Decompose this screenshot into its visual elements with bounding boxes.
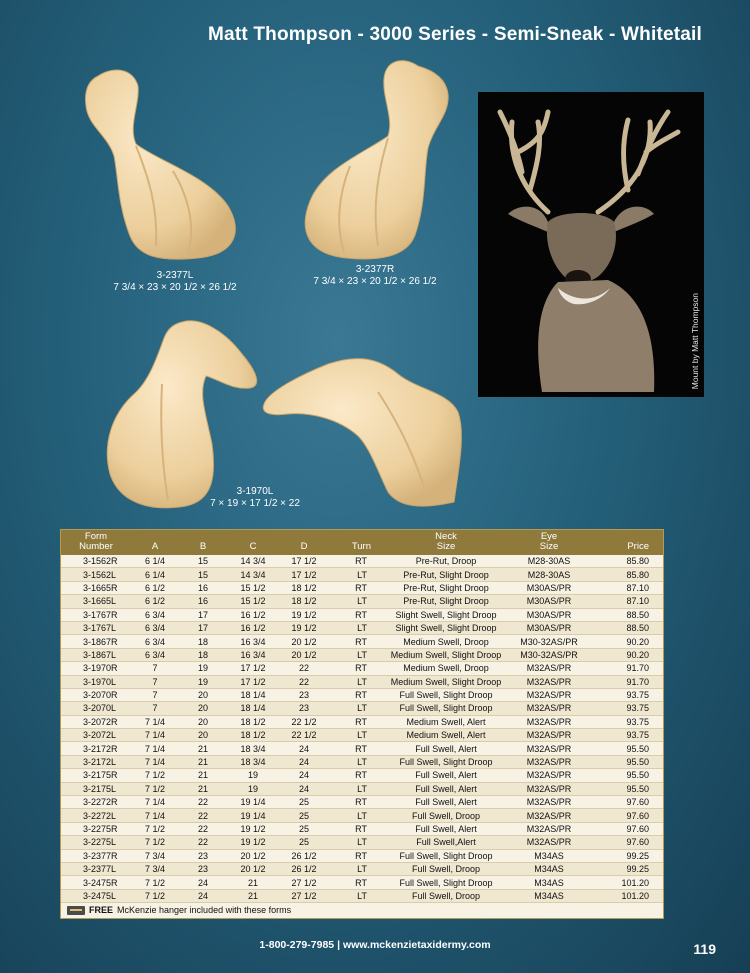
footnote-text: McKenzie hanger included with these forms (117, 905, 292, 916)
table-cell: 14 3/4 (227, 568, 279, 581)
footer-phone: 1-800-279-7985 (259, 939, 335, 951)
table-cell: M32AS/PR (513, 755, 585, 768)
table-cell: LT (329, 836, 379, 849)
table-cell: 87.10 (585, 595, 663, 608)
table-row (61, 581, 663, 594)
col-header-turn: Turn (329, 530, 379, 555)
table-row (61, 769, 663, 782)
form-dimensions: 7 3/4 × 23 × 20 1/2 × 26 1/2 (313, 276, 437, 287)
table-cell: 6 3/4 (131, 635, 179, 648)
table-cell: 15 (179, 568, 227, 581)
table-cell: 16 3/4 (227, 635, 279, 648)
table-cell: 16 1/2 (227, 608, 279, 621)
form-model: 3-2377L (156, 270, 194, 281)
table-cell: 16 1/2 (227, 621, 279, 634)
table-cell: 3-2072R (61, 715, 131, 728)
table-cell: Full Swell, Slight Droop (379, 688, 513, 701)
table-cell: RT (329, 715, 379, 728)
table-cell: Full Swell, Alert (379, 796, 513, 809)
table-cell: LT (329, 729, 379, 742)
table-cell: RT (329, 822, 379, 835)
table-cell: 7 (131, 702, 179, 715)
table-footnote (61, 903, 663, 918)
table-cell: Full Swell, Alert (379, 822, 513, 835)
table-row (61, 822, 663, 835)
table-cell: 3-2275R (61, 822, 131, 835)
price-table-container (60, 529, 664, 919)
table-cell: 16 (179, 595, 227, 608)
table-cell: RT (329, 742, 379, 755)
table-cell: 20 (179, 729, 227, 742)
table-cell: 20 1/2 (227, 862, 279, 875)
table-cell: M34AS (513, 862, 585, 875)
table-cell: Full Swell, Slight Droop (379, 876, 513, 889)
table-cell: 93.75 (585, 688, 663, 701)
table-cell: Slight Swell, Slight Droop (379, 621, 513, 634)
table-cell: LT (329, 889, 379, 902)
form-caption-3-2377l (90, 270, 260, 294)
footer-website[interactable]: www.mckenzietaxidermy.com (342, 939, 491, 951)
table-row (61, 862, 663, 875)
table-cell: M28-30AS (513, 555, 585, 568)
table-cell: 3-1867L (61, 648, 131, 661)
table-row (61, 729, 663, 742)
table-cell: 16 (179, 581, 227, 594)
table-cell: 90.20 (585, 648, 663, 661)
page-number: 119 (693, 941, 716, 957)
table-cell: 7 1/4 (131, 809, 179, 822)
table-cell: 85.80 (585, 555, 663, 568)
table-cell: RT (329, 769, 379, 782)
table-cell: Full Swell, Slight Droop (379, 755, 513, 768)
table-cell: Medium Swell, Alert (379, 729, 513, 742)
table-cell: 19 1/2 (279, 608, 329, 621)
table-cell: M34AS (513, 849, 585, 862)
table-cell: 7 3/4 (131, 849, 179, 862)
table-cell: 21 (179, 782, 227, 795)
table-cell: Medium Swell, Alert (379, 715, 513, 728)
table-cell: 3-2070R (61, 688, 131, 701)
table-cell: 17 1/2 (279, 568, 329, 581)
col-header-eye-size: Eye Size (513, 530, 585, 555)
table-cell: 18 1/2 (227, 715, 279, 728)
table-cell: 7 1/4 (131, 715, 179, 728)
table-cell: 18 1/4 (227, 688, 279, 701)
table-cell: M30AS/PR (513, 581, 585, 594)
table-cell: 17 1/2 (279, 555, 329, 568)
table-cell: 91.70 (585, 662, 663, 675)
table-cell: 3-2072L (61, 729, 131, 742)
table-cell: 6 1/4 (131, 568, 179, 581)
form-model: 3-1970L (236, 486, 274, 497)
table-cell: RT (329, 688, 379, 701)
table-cell: 18 3/4 (227, 742, 279, 755)
table-row (61, 648, 663, 661)
table-cell: 24 (279, 742, 329, 755)
table-cell: 18 (179, 648, 227, 661)
table-cell: M32AS/PR (513, 782, 585, 795)
table-cell: 85.80 (585, 568, 663, 581)
table-cell: 23 (179, 849, 227, 862)
table-cell: 93.75 (585, 729, 663, 742)
table-cell: 19 1/4 (227, 809, 279, 822)
table-cell: RT (329, 796, 379, 809)
table-cell: 17 1/2 (227, 662, 279, 675)
table-cell: 3-2475L (61, 889, 131, 902)
table-cell: 7 (131, 662, 179, 675)
table-cell: 15 (179, 555, 227, 568)
table-cell: M30AS/PR (513, 621, 585, 634)
table-cell: 19 (227, 782, 279, 795)
table-cell: 3-2272R (61, 796, 131, 809)
table-cell: 3-1867R (61, 635, 131, 648)
table-row (61, 796, 663, 809)
table-cell: LT (329, 782, 379, 795)
table-cell: 19 (179, 675, 227, 688)
table-cell: LT (329, 809, 379, 822)
table-cell: 20 (179, 702, 227, 715)
table-cell: 21 (179, 755, 227, 768)
table-cell: Pre-Rut, Slight Droop (379, 581, 513, 594)
table-cell: Full Swell, Alert (379, 782, 513, 795)
table-row (61, 836, 663, 849)
table-cell: 15 1/2 (227, 595, 279, 608)
table-cell: 6 1/2 (131, 595, 179, 608)
table-cell: 3-2475R (61, 876, 131, 889)
table-cell: 95.50 (585, 769, 663, 782)
table-cell: LT (329, 755, 379, 768)
table-cell: Medium Swell, Slight Droop (379, 648, 513, 661)
table-cell: 27 1/2 (279, 889, 329, 902)
col-header-a: A (131, 530, 179, 555)
table-cell: M30-32AS/PR (513, 635, 585, 648)
table-cell: 3-1562L (61, 568, 131, 581)
table-cell: 19 1/2 (227, 822, 279, 835)
table-cell: Full Swell, Slight Droop (379, 702, 513, 715)
table-row (61, 662, 663, 675)
table-cell: Medium Swell, Droop (379, 635, 513, 648)
table-cell: 21 (227, 876, 279, 889)
col-header-price: Price (585, 530, 663, 555)
table-cell: 7 3/4 (131, 862, 179, 875)
footnote-free: FREE (89, 905, 114, 916)
table-cell: 7 1/2 (131, 876, 179, 889)
table-cell: Pre-Rut, Droop (379, 555, 513, 568)
col-header-form-number: Form Number (61, 530, 131, 555)
col-header-neck-size: Neck Size (379, 530, 513, 555)
table-cell: Full Swell, Droop (379, 862, 513, 875)
form-dimensions: 7 3/4 × 23 × 20 1/2 × 26 1/2 (113, 282, 237, 293)
footer-contact (0, 939, 750, 951)
table-row (61, 688, 663, 701)
table-cell: 88.50 (585, 621, 663, 634)
table-cell: 93.75 (585, 702, 663, 715)
table-cell: 27 1/2 (279, 876, 329, 889)
table-cell: 15 1/2 (227, 581, 279, 594)
table-cell: 3-1970R (61, 662, 131, 675)
table-cell: M32AS/PR (513, 836, 585, 849)
table-cell: 24 (279, 755, 329, 768)
form-image-3-2377l (78, 66, 248, 266)
table-cell: 6 1/4 (131, 555, 179, 568)
table-cell: LT (329, 675, 379, 688)
table-cell: 24 (179, 889, 227, 902)
table-row (61, 635, 663, 648)
table-cell: M32AS/PR (513, 769, 585, 782)
table-row (61, 876, 663, 889)
form-model: 3-2377R (355, 264, 395, 275)
table-cell: 7 1/4 (131, 796, 179, 809)
footer-separator: | (337, 939, 341, 951)
table-cell: 3-2175L (61, 782, 131, 795)
table-cell: 23 (279, 688, 329, 701)
table-cell: 7 1/2 (131, 822, 179, 835)
table-cell: M30AS/PR (513, 608, 585, 621)
table-cell: M32AS/PR (513, 702, 585, 715)
table-cell: 7 1/4 (131, 755, 179, 768)
table-cell: 99.25 (585, 849, 663, 862)
table-cell: 19 (227, 769, 279, 782)
table-cell: 18 1/2 (279, 595, 329, 608)
table-cell: LT (329, 648, 379, 661)
table-cell: 23 (179, 862, 227, 875)
table-cell: 23 (279, 702, 329, 715)
table-cell: M32AS/PR (513, 822, 585, 835)
table-row (61, 568, 663, 581)
table-cell: LT (329, 862, 379, 875)
table-header-row (61, 530, 663, 555)
table-cell: 22 (179, 809, 227, 822)
table-cell: M32AS/PR (513, 715, 585, 728)
table-cell: 18 (179, 635, 227, 648)
table-cell: 18 1/4 (227, 702, 279, 715)
table-row (61, 608, 663, 621)
table-cell: RT (329, 581, 379, 594)
table-cell: 97.60 (585, 822, 663, 835)
table-cell: Pre-Rut, Slight Droop (379, 568, 513, 581)
table-cell: 3-1562R (61, 555, 131, 568)
table-cell: 24 (279, 769, 329, 782)
table-cell: 7 (131, 688, 179, 701)
table-row (61, 809, 663, 822)
table-cell: 19 (179, 662, 227, 675)
table-cell: 3-1767L (61, 621, 131, 634)
table-cell: M32AS/PR (513, 729, 585, 742)
table-cell: Full Swell,Alert (379, 836, 513, 849)
table-cell: 95.50 (585, 755, 663, 768)
table-row (61, 782, 663, 795)
table-cell: 3-1665R (61, 581, 131, 594)
price-table (61, 530, 663, 903)
table-cell: M32AS/PR (513, 688, 585, 701)
table-cell: RT (329, 876, 379, 889)
table-cell: 18 1/2 (227, 729, 279, 742)
col-header-d: D (279, 530, 329, 555)
table-cell: 22 (279, 662, 329, 675)
table-cell: 7 1/2 (131, 769, 179, 782)
table-row (61, 675, 663, 688)
table-cell: 17 (179, 621, 227, 634)
table-cell: 22 (179, 836, 227, 849)
table-cell: 3-2175R (61, 769, 131, 782)
table-cell: 25 (279, 796, 329, 809)
col-header-b: B (179, 530, 227, 555)
form-image-3-1970l-front (102, 314, 262, 514)
table-row (61, 849, 663, 862)
table-cell: 7 (131, 675, 179, 688)
table-cell: 16 3/4 (227, 648, 279, 661)
table-cell: Full Swell, Alert (379, 769, 513, 782)
table-cell: Medium Swell, Droop (379, 662, 513, 675)
table-cell: 3-2377L (61, 862, 131, 875)
table-cell: LT (329, 702, 379, 715)
table-row (61, 889, 663, 902)
table-cell: 3-2070L (61, 702, 131, 715)
table-cell: 3-1767R (61, 608, 131, 621)
table-cell: 6 3/4 (131, 621, 179, 634)
table-cell: 26 1/2 (279, 862, 329, 875)
table-cell: 22 1/2 (279, 715, 329, 728)
table-cell: 7 1/4 (131, 742, 179, 755)
page-title: Matt Thompson - 3000 Series - Semi-Sneak - Whitetail (208, 24, 702, 45)
table-cell: M28-30AS (513, 568, 585, 581)
table-cell: LT (329, 621, 379, 634)
table-cell: 87.10 (585, 581, 663, 594)
table-cell: M30AS/PR (513, 595, 585, 608)
whitetail-mount-illustration (478, 92, 704, 397)
table-cell: 24 (279, 782, 329, 795)
table-row (61, 555, 663, 568)
table-row (61, 621, 663, 634)
table-cell: 3-1970L (61, 675, 131, 688)
table-cell: 7 1/2 (131, 782, 179, 795)
table-cell: M32AS/PR (513, 796, 585, 809)
table-cell: M32AS/PR (513, 675, 585, 688)
table-cell: 19 1/4 (227, 796, 279, 809)
photo-credit: Mount by Matt Thompson (690, 292, 700, 389)
mount-photo (478, 92, 704, 397)
table-row (61, 715, 663, 728)
table-cell: 97.60 (585, 796, 663, 809)
table-cell: 3-2377R (61, 849, 131, 862)
table-cell: RT (329, 662, 379, 675)
table-cell: 22 (179, 822, 227, 835)
table-cell: 22 (279, 675, 329, 688)
table-cell: 19 1/2 (227, 836, 279, 849)
table-cell: 95.50 (585, 782, 663, 795)
table-cell: Medium Swell, Slight Droop (379, 675, 513, 688)
table-cell: 22 1/2 (279, 729, 329, 742)
table-cell: 7 1/2 (131, 889, 179, 902)
table-cell: RT (329, 635, 379, 648)
table-cell: LT (329, 568, 379, 581)
table-cell: 90.20 (585, 635, 663, 648)
table-cell: Slight Swell, Slight Droop (379, 608, 513, 621)
table-cell: M34AS (513, 889, 585, 902)
table-cell: 20 (179, 688, 227, 701)
table-cell: Full Swell, Alert (379, 742, 513, 755)
table-cell: Full Swell, Slight Droop (379, 849, 513, 862)
table-cell: 25 (279, 836, 329, 849)
table-cell: 6 3/4 (131, 608, 179, 621)
table-cell: 26 1/2 (279, 849, 329, 862)
table-cell: 3-2172L (61, 755, 131, 768)
table-cell: 3-2272L (61, 809, 131, 822)
table-cell: 101.20 (585, 876, 663, 889)
table-cell: M32AS/PR (513, 742, 585, 755)
table-cell: 6 1/2 (131, 581, 179, 594)
table-cell: 17 (179, 608, 227, 621)
form-dimensions: 7 × 19 × 17 1/2 × 22 (210, 498, 300, 509)
table-cell: 3-1665L (61, 595, 131, 608)
table-cell: 14 3/4 (227, 555, 279, 568)
table-cell: 20 (179, 715, 227, 728)
table-cell: 18 1/2 (279, 581, 329, 594)
table-cell: 7 1/2 (131, 836, 179, 849)
table-cell: 3-2275L (61, 836, 131, 849)
table-row (61, 742, 663, 755)
table-cell: Full Swell, Droop (379, 809, 513, 822)
table-cell: 17 1/2 (227, 675, 279, 688)
table-cell: M30-32AS/PR (513, 648, 585, 661)
table-cell: 6 3/4 (131, 648, 179, 661)
table-cell: 24 (179, 876, 227, 889)
table-cell: 19 1/2 (279, 621, 329, 634)
table-cell: 91.70 (585, 675, 663, 688)
table-cell: 18 3/4 (227, 755, 279, 768)
table-cell: LT (329, 595, 379, 608)
table-cell: 20 1/2 (279, 648, 329, 661)
table-cell: 20 1/2 (279, 635, 329, 648)
table-cell: 97.60 (585, 836, 663, 849)
table-cell: 20 1/2 (227, 849, 279, 862)
table-cell: 21 (227, 889, 279, 902)
table-cell: RT (329, 608, 379, 621)
table-cell: 101.20 (585, 889, 663, 902)
table-cell: 93.75 (585, 715, 663, 728)
table-row (61, 702, 663, 715)
table-cell: Full Swell, Droop (379, 889, 513, 902)
table-cell: 21 (179, 742, 227, 755)
table-cell: 99.25 (585, 862, 663, 875)
table-cell: RT (329, 849, 379, 862)
form-caption-3-1970l (170, 486, 340, 510)
table-cell: RT (329, 555, 379, 568)
table-cell: 88.50 (585, 608, 663, 621)
hanger-icon (67, 906, 85, 915)
table-row (61, 755, 663, 768)
table-cell: 21 (179, 769, 227, 782)
table-cell: 3-2172R (61, 742, 131, 755)
table-row (61, 595, 663, 608)
table-cell: 7 1/4 (131, 729, 179, 742)
col-header-c: C (227, 530, 279, 555)
table-cell: Pre-Rut, Slight Droop (379, 595, 513, 608)
table-cell: 95.50 (585, 742, 663, 755)
table-cell: 97.60 (585, 809, 663, 822)
table-cell: 22 (179, 796, 227, 809)
table-cell: M34AS (513, 876, 585, 889)
table-cell: M32AS/PR (513, 809, 585, 822)
table-body (61, 555, 663, 903)
table-cell: 25 (279, 822, 329, 835)
table-cell: 25 (279, 809, 329, 822)
form-image-3-2377r (298, 56, 458, 266)
form-caption-3-2377r (290, 264, 460, 288)
table-cell: M32AS/PR (513, 662, 585, 675)
